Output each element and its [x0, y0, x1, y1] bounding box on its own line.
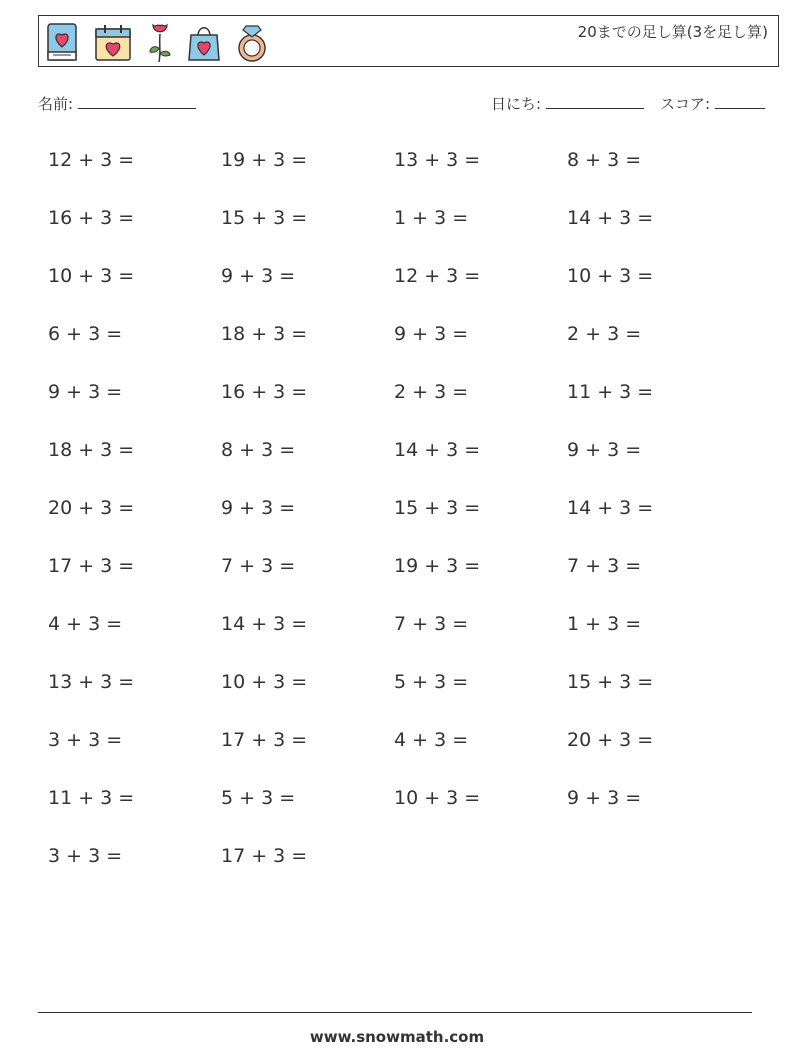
problem-row [48, 377, 748, 435]
date-blank[interactable] [546, 94, 644, 109]
problem: 11 + 3 = [567, 381, 654, 403]
problem: 6 + 3 = [48, 323, 123, 345]
problem-row [48, 319, 748, 377]
footer-url[interactable]: www.snowmath.com [309, 1028, 485, 1046]
date-label: 日にち: [491, 95, 542, 113]
problem [394, 841, 567, 899]
problem: 19 + 3 = [394, 555, 481, 577]
problem: 10 + 3 = [48, 265, 135, 287]
problem: 5 + 3 = [394, 671, 469, 693]
problem: 14 + 3 = [567, 497, 654, 519]
problem-row [48, 725, 748, 783]
problem: 10 + 3 = [567, 265, 654, 287]
problem: 14 + 3 = [567, 207, 654, 229]
problem: 1 + 3 = [394, 207, 469, 229]
score-label: スコア: [660, 95, 711, 113]
problem-row [48, 435, 748, 493]
problem: 2 + 3 = [567, 323, 642, 345]
header-box [38, 15, 779, 67]
problem: 19 + 3 = [221, 149, 308, 171]
problem [567, 841, 740, 899]
problem: 7 + 3 = [567, 555, 642, 577]
name-blank[interactable] [78, 94, 196, 109]
problem: 18 + 3 = [48, 439, 135, 461]
problem: 9 + 3 = [394, 323, 469, 345]
problem: 17 + 3 = [221, 845, 308, 867]
problem: 3 + 3 = [48, 845, 123, 867]
problem-row [48, 783, 748, 841]
problem: 10 + 3 = [394, 787, 481, 809]
problem: 9 + 3 = [48, 381, 123, 403]
problem-row [48, 203, 748, 261]
problem-row [48, 493, 748, 551]
problem: 5 + 3 = [221, 787, 296, 809]
problem: 15 + 3 = [221, 207, 308, 229]
score-field [660, 93, 765, 114]
problem: 3 + 3 = [48, 729, 123, 751]
problem-row [48, 841, 748, 899]
name-label: 名前: [38, 95, 74, 113]
problem: 16 + 3 = [48, 207, 135, 229]
problem-grid [48, 145, 748, 899]
problem: 7 + 3 = [394, 613, 469, 635]
problem: 2 + 3 = [394, 381, 469, 403]
worksheet-title: 20までの足し算(3を足し算) [577, 23, 768, 41]
problem-row [48, 609, 748, 667]
problem: 11 + 3 = [48, 787, 135, 809]
name-field [38, 93, 196, 114]
problem: 16 + 3 = [221, 381, 308, 403]
problem: 9 + 3 = [567, 439, 642, 461]
problem: 15 + 3 = [394, 497, 481, 519]
problem: 12 + 3 = [48, 149, 135, 171]
rose-icon [147, 20, 173, 64]
problem: 15 + 3 = [567, 671, 654, 693]
problem: 7 + 3 = [221, 555, 296, 577]
heart-bag-icon [187, 21, 221, 63]
problem: 18 + 3 = [221, 323, 308, 345]
problem: 14 + 3 = [221, 613, 308, 635]
footer-divider [38, 1012, 752, 1013]
heart-book-icon [45, 21, 79, 63]
date-field [491, 93, 644, 114]
problem: 1 + 3 = [567, 613, 642, 635]
problem: 10 + 3 = [221, 671, 308, 693]
header-icons [45, 20, 269, 64]
problem: 4 + 3 = [394, 729, 469, 751]
problem-row [48, 261, 748, 319]
problem: 9 + 3 = [221, 265, 296, 287]
problem: 20 + 3 = [567, 729, 654, 751]
problem: 13 + 3 = [48, 671, 135, 693]
problem: 12 + 3 = [394, 265, 481, 287]
heart-calendar-icon [93, 21, 133, 63]
score-blank[interactable] [715, 94, 765, 109]
problem: 4 + 3 = [48, 613, 123, 635]
problem: 17 + 3 = [48, 555, 135, 577]
problem: 9 + 3 = [221, 497, 296, 519]
problem-row [48, 551, 748, 609]
problem-row [48, 145, 748, 203]
problem: 20 + 3 = [48, 497, 135, 519]
problem: 8 + 3 = [567, 149, 642, 171]
problem: 14 + 3 = [394, 439, 481, 461]
problem-row [48, 667, 748, 725]
problem: 13 + 3 = [394, 149, 481, 171]
problem: 9 + 3 = [567, 787, 642, 809]
problem: 17 + 3 = [221, 729, 308, 751]
problem: 8 + 3 = [221, 439, 296, 461]
diamond-ring-icon [235, 20, 269, 64]
